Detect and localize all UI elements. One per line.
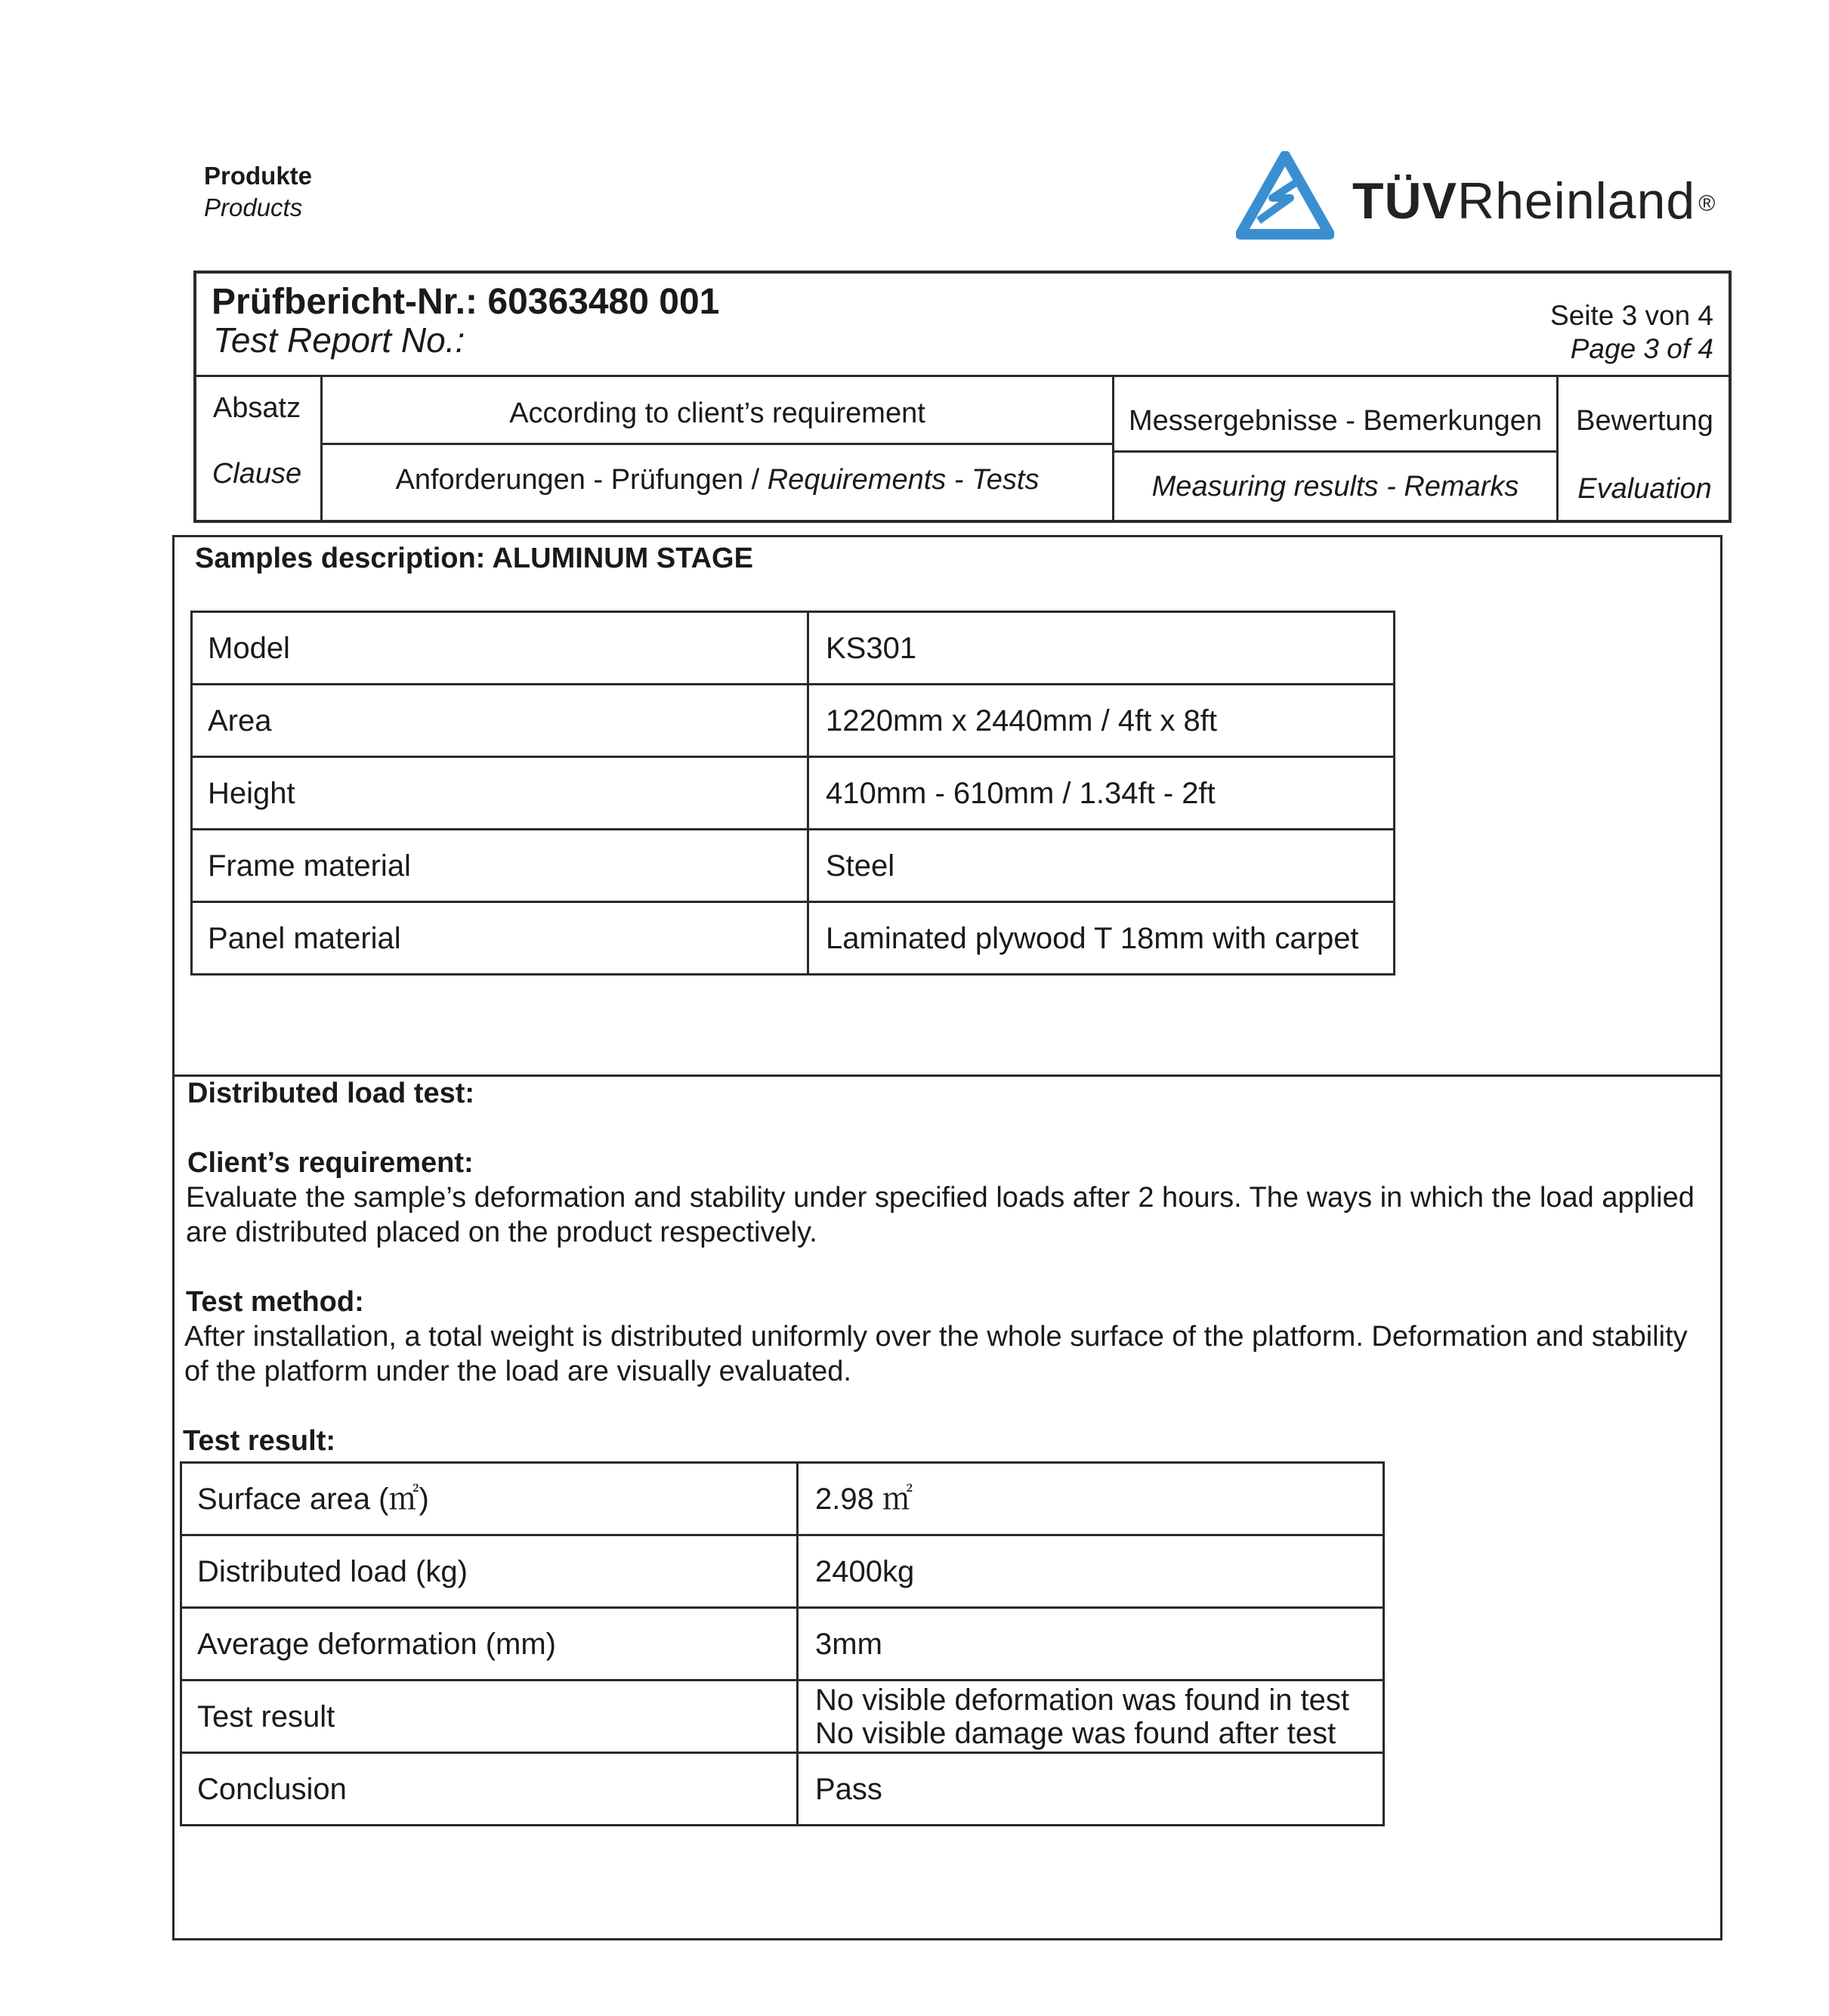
brand-rest: Rheinland (1457, 172, 1696, 230)
samples-heading: Samples description: ALUMINUM STAGE (195, 543, 753, 574)
page-number-de: Seite 3 von 4 (1550, 300, 1713, 331)
header-divider (193, 375, 1732, 377)
table-row (192, 685, 1395, 757)
page-number-en: Page 3 of 4 (1570, 333, 1713, 364)
col-requirement-top: According to client’s requirement (509, 397, 925, 429)
sample-value: KS301 (808, 612, 1395, 685)
result-value: 2400kg (798, 1535, 1384, 1608)
table-row (181, 1753, 1384, 1826)
method-heading: Test method: (186, 1286, 364, 1318)
sample-label: Height (192, 757, 808, 830)
col-evaluation-en: Evaluation (1577, 473, 1712, 505)
result-value: 3mm (798, 1608, 1384, 1681)
requirement-heading: Client’s requirement: (187, 1147, 474, 1179)
table-row (192, 612, 1395, 685)
sample-label: Panel material (192, 902, 808, 975)
result-label: Test result (181, 1681, 798, 1753)
sample-label: Frame material (192, 830, 808, 902)
col-results-de: Messergebnisse - Bemerkungen (1128, 405, 1543, 437)
result-value-line-1: No visible deformation was found in test (815, 1683, 1350, 1717)
report-label-en: Test Report No.: (213, 320, 465, 360)
sample-label: Area (192, 685, 808, 757)
col-clause-de: Absatz (212, 392, 301, 424)
report-label-de: Prüfbericht-Nr.: (212, 282, 478, 322)
brand-bold: TÜV (1352, 172, 1457, 230)
col-results-en: Measuring results - Remarks (1151, 471, 1519, 502)
report-number: 60363480 001 (487, 282, 720, 322)
results-row-divider (1112, 450, 1558, 453)
requirement-text: Evaluate the sample’s deformation and stability under specified loads after 2 hours. The ways in which the load applied are distributed placed on the product respectively. (186, 1182, 1695, 1248)
report-number-line (212, 281, 719, 323)
sample-value: Steel (808, 830, 1395, 902)
table-row (192, 902, 1395, 975)
category-de: Produkte (204, 162, 313, 190)
sample-label: Model (192, 612, 808, 685)
test-title: Distributed load test: (187, 1078, 475, 1109)
req-row-divider (320, 443, 1114, 445)
result-value: Pass (798, 1753, 1384, 1826)
sample-value: 1220mm x 2440mm / 4ft x 8ft (808, 685, 1395, 757)
result-label: Distributed load (kg) (181, 1535, 798, 1608)
registered-mark: ® (1698, 191, 1716, 216)
category-en: Products (204, 193, 303, 221)
col-requirement-en: Requirements - Tests (767, 464, 1040, 496)
category-label (204, 160, 312, 224)
result-value-line-2: No visible damage was found after test (815, 1716, 1336, 1750)
samples-table (190, 611, 1395, 976)
result-value: 2.98 ㎡ (798, 1463, 1384, 1535)
tuv-triangle-icon (1236, 151, 1334, 240)
col-clause-en: Clause (212, 458, 302, 490)
brand-name (1352, 171, 1716, 231)
test-result-table (180, 1461, 1385, 1826)
table-row (181, 1535, 1384, 1608)
result-heading: Test result: (183, 1425, 336, 1457)
table-row (192, 757, 1395, 830)
result-value (798, 1681, 1384, 1753)
result-label: Average deformation (mm) (181, 1608, 798, 1681)
col-requirement-bottom (323, 462, 1112, 497)
col-requirement-de: Anforderungen - Prüfungen / (395, 464, 768, 496)
col-evaluation-de: Bewertung (1576, 405, 1713, 437)
sample-value: Laminated plywood T 18mm with carpet (808, 902, 1395, 975)
tuv-rheinland-logo (1236, 151, 1719, 242)
table-row (192, 830, 1395, 902)
table-row (181, 1681, 1384, 1753)
result-label: Surface area (㎡) (181, 1463, 798, 1535)
method-text: After installation, a total weight is distributed uniformly over the whole surface of the platform. Deformation and stability of the platform under the load are visually evaluated. (184, 1321, 1688, 1387)
sample-value: 410mm - 610mm / 1.34ft - 2ft (808, 757, 1395, 830)
result-label: Conclusion (181, 1753, 798, 1826)
table-row (181, 1608, 1384, 1681)
table-row (181, 1463, 1384, 1535)
